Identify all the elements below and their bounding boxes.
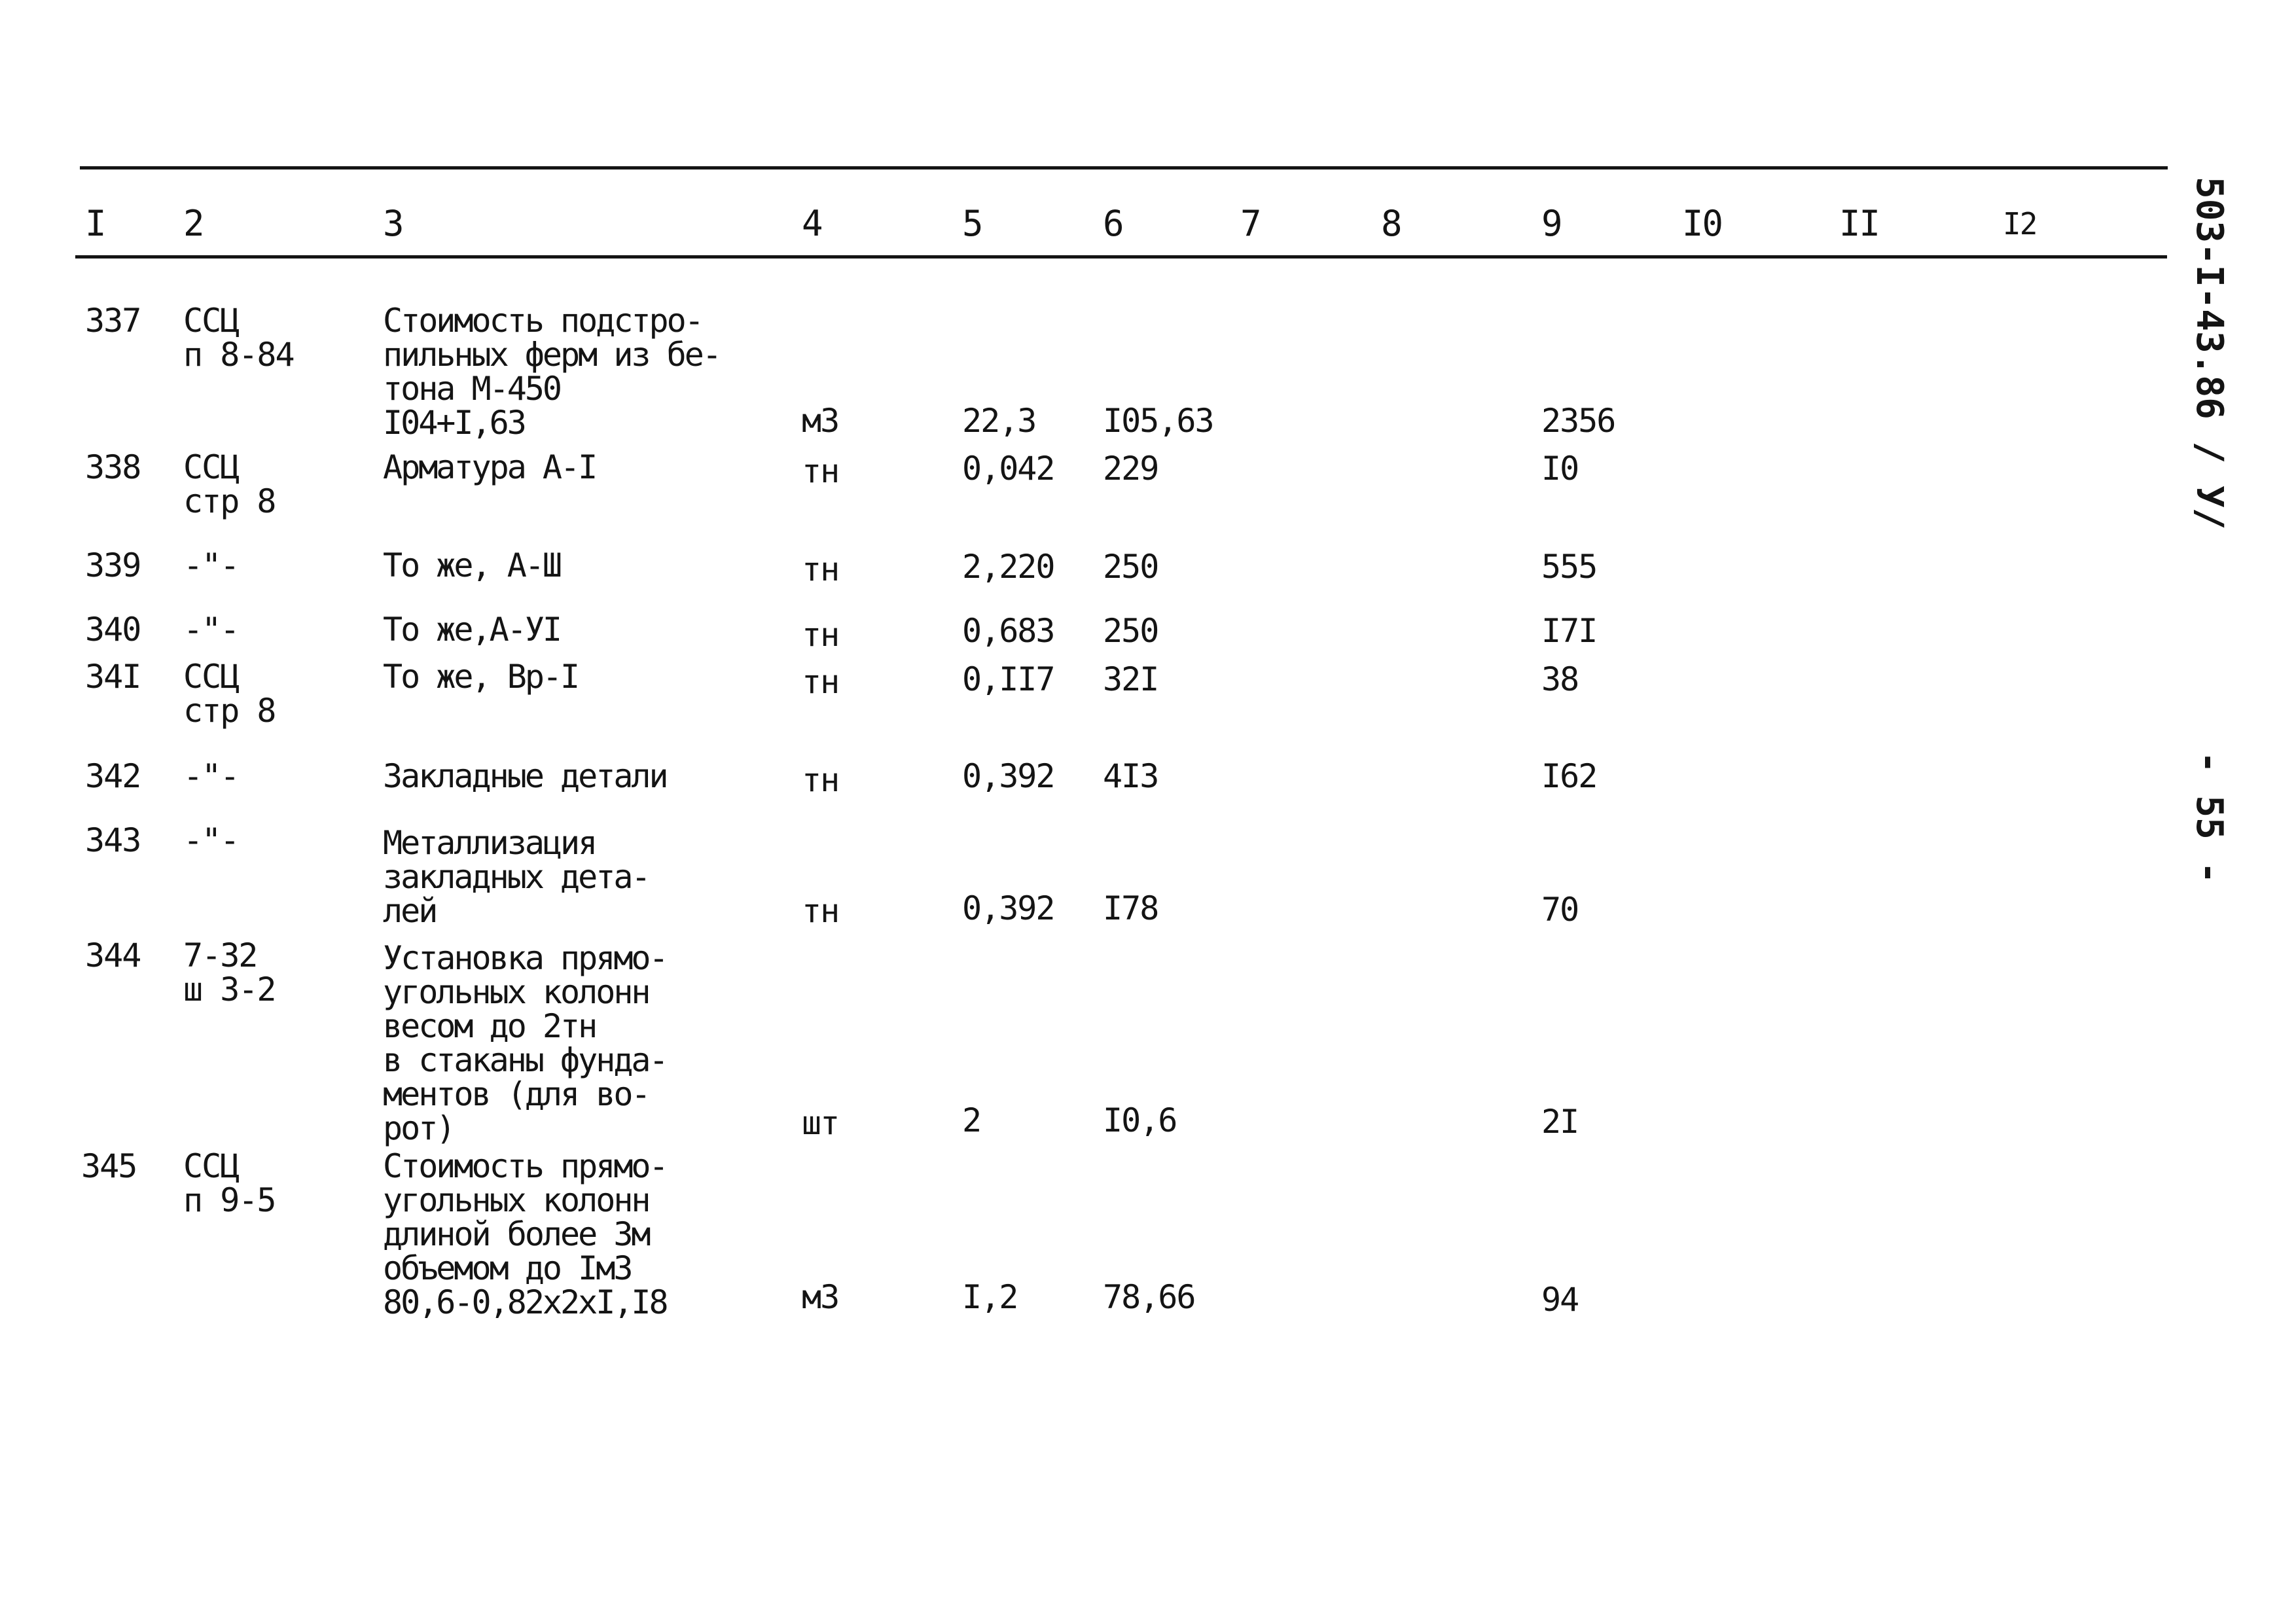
row-number: 337 [85, 302, 141, 340]
col-header-4: 4 [802, 203, 822, 244]
row-total: 2356 [1541, 402, 1615, 440]
row-description: То же, Вр-I [383, 658, 579, 696]
row-description: Закладные детали [383, 757, 667, 795]
row-description: То же, А-Ш [383, 546, 561, 584]
row-quantity: 0,683 [962, 612, 1054, 650]
row-quantity: 2 [962, 1101, 981, 1139]
row-total: 70 [1541, 891, 1579, 929]
row-code: -"- [183, 546, 239, 584]
row-quantity: I,2 [962, 1278, 1018, 1316]
row-description: Стоимость прямо- угольных колонн длиной более 3м объемом до Iм3 80,6-0,82х2хI,I8 [383, 1147, 667, 1321]
row-number: 340 [85, 611, 141, 649]
col-header-3: 3 [383, 203, 403, 244]
row-number: 343 [85, 821, 141, 859]
row-unit-price: I05,63 [1103, 402, 1213, 440]
row-quantity: 0,042 [962, 450, 1054, 488]
row-description: Стоимость подстро- пильных ферм из бе- тона М-450 I04+I,63 [383, 302, 720, 442]
row-unit: тн [802, 452, 839, 490]
top-rule [80, 166, 2168, 169]
row-code: ССЦ стр 8 [183, 658, 276, 730]
col-header-7: 7 [1240, 203, 1261, 244]
row-quantity: 0,II7 [962, 660, 1054, 698]
row-quantity: 0,392 [962, 757, 1054, 795]
row-description: Металлизация закладных дета- лей [383, 824, 649, 930]
row-quantity: 22,3 [962, 402, 1036, 440]
row-unit: тн [802, 892, 839, 930]
row-unit-price: 229 [1103, 450, 1158, 488]
row-unit: шт [802, 1104, 839, 1142]
row-unit: тн [802, 550, 839, 588]
row-unit-price: I78 [1103, 889, 1158, 927]
row-code: ССЦ стр 8 [183, 448, 276, 520]
row-code: ССЦ п 8-84 [183, 302, 294, 374]
row-number: 342 [85, 757, 141, 795]
row-total: I62 [1541, 757, 1597, 795]
row-unit-price: I0,6 [1103, 1101, 1177, 1139]
row-code: -"- [183, 611, 239, 649]
row-number: 34I [85, 658, 141, 696]
row-unit: тн [802, 663, 839, 701]
row-total: I7I [1541, 612, 1597, 650]
page-number: - 55 - [2188, 751, 2231, 884]
row-total: 94 [1541, 1281, 1579, 1319]
col-header-2: 2 [183, 203, 204, 244]
row-code: -"- [183, 757, 239, 795]
row-unit-price: 250 [1103, 548, 1158, 586]
row-total: 2I [1541, 1103, 1579, 1141]
row-code: ССЦ п 9-5 [183, 1147, 276, 1219]
header-rule [75, 255, 2167, 259]
row-unit-price: 250 [1103, 612, 1158, 650]
row-unit: м3 [802, 1278, 839, 1316]
row-unit-price: 4I3 [1103, 757, 1158, 795]
row-quantity: 0,392 [962, 889, 1054, 927]
row-description: Установка прямо- угольных колонн весом до 2тн в стаканы фунда- ментов (для во- рот) [383, 939, 667, 1147]
row-total: 555 [1541, 548, 1597, 586]
row-total: I0 [1541, 450, 1579, 488]
row-total: 38 [1541, 660, 1579, 698]
row-unit: тн [802, 616, 839, 654]
row-quantity: 2,220 [962, 548, 1054, 586]
row-unit: м3 [802, 402, 839, 440]
col-header-9: 9 [1541, 203, 1562, 244]
col-header-6: 6 [1103, 203, 1123, 244]
row-code: -"- [183, 821, 239, 859]
col-header-8: 8 [1381, 203, 1401, 244]
row-number: 344 [85, 936, 141, 974]
col-header-1: I [85, 203, 105, 244]
row-unit-price: 78,66 [1103, 1278, 1195, 1316]
row-unit: тн [802, 761, 839, 799]
col-header-11: II [1839, 203, 1880, 244]
row-description: Арматура А-I [383, 448, 596, 486]
row-unit-price: 32I [1103, 660, 1158, 698]
col-header-10: I0 [1682, 203, 1723, 244]
col-header-12: I2 [2003, 206, 2037, 241]
row-number: 345 [81, 1147, 137, 1185]
row-description: То же,А-УI [383, 611, 561, 649]
row-number: 338 [85, 448, 141, 486]
row-number: 339 [85, 546, 141, 584]
document-code: 503-I-43.86 / У/ [2188, 177, 2231, 530]
col-header-5: 5 [962, 203, 982, 244]
row-code: 7-32 ш 3-2 [183, 936, 276, 1008]
